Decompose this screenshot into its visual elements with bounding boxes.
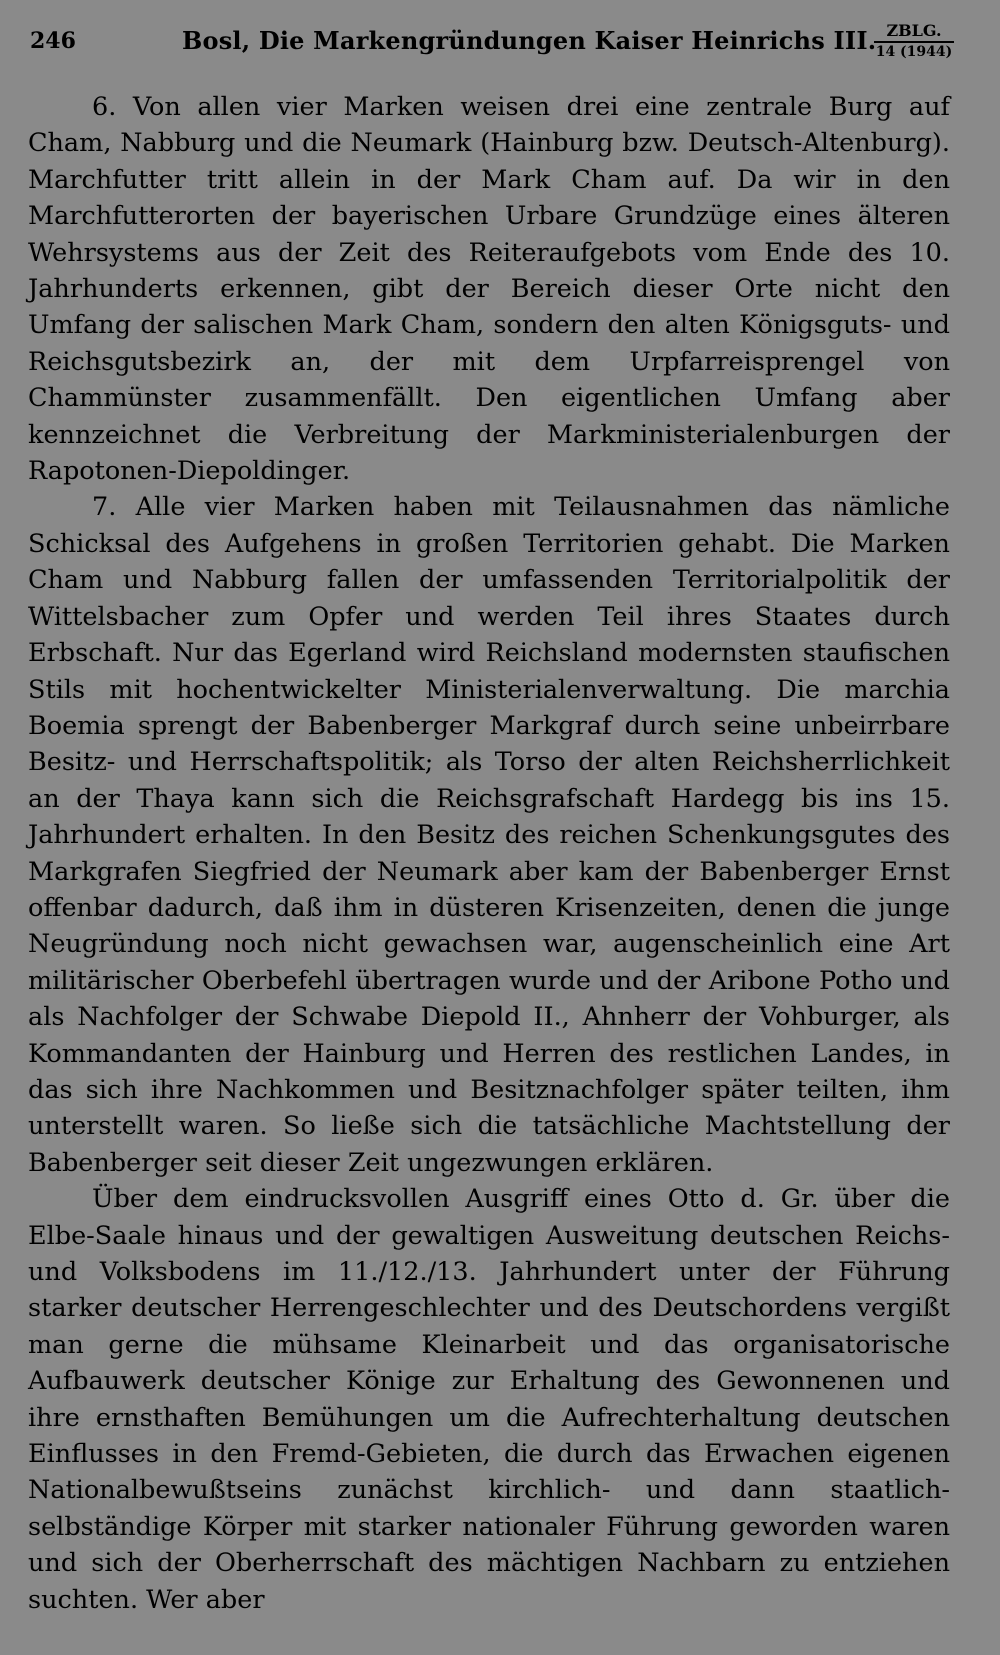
body-text	[28, 89, 950, 1618]
page-header	[30, 22, 954, 72]
paragraph-7: 7. Alle vier Marken haben mit Teilausnahmen das nämliche Schicksal des Aufgehens in großen Territorien gehabt. Die Marken Cham und Nabburg fallen der umfassenden Territorialpolitik der Wittelsbacher zum Opfer und werden Teil ihres Staates durch Erbschaft. Nur das Egerland wird Reichsland modernsten staufischen Stils mit hochentwickelter Ministerialenverwaltung. Die marchia Boemia sprengt der Babenberger Markgraf durch seine unbeirrbare Besitz- und Herrschaftspolitik; als Torso der alten Reichsherrlichkeit an der Thaya kann sich die Reichsgrafschaft Hardegg bis ins 15. Jahrhundert erhalten. In den Besitz des reichen Schenkungsgutes des Markgrafen Siegfried der Neumark aber kam der Babenberger Ernst offenbar dadurch, daß ihm in düsteren Krisenzeiten, denen die junge Neugründung noch nicht gewachsen war, augenscheinlich eine Art militärischer Oberbefehl übertragen wurde und der Aribone Potho und als Nachfolger der Schwabe Diepold II., Ahnherr der Vohburger, als Kommandanten der Hainburg und Herren des restlichen Landes, in das sich ihre Nachkommen und Besitznachfolger später teilten, ihm unterstellt waren. So ließe sich die tatsächliche Machtstellung der Babenberger seit dieser Zeit ungezwungen erklären.	[28, 492, 950, 1178]
journal-abbreviation: ZBLG.	[874, 22, 954, 43]
running-title: Bosl, Die Markengründungen Kaiser Heinrichs III.	[182, 26, 877, 55]
page-number: 246	[30, 28, 76, 54]
journal-reference	[874, 22, 954, 61]
paragraph-6: 6. Von allen vier Marken weisen drei eine zentrale Burg auf Cham, Nabburg und die Neumark (Hainburg bzw. Deutsch-Altenburg). Marchfutter tritt allein in der Mark Cham auf. Da wir in den Marchfutterorten der bayerischen Urbare Grundzüge eines älteren Wehrsystems aus der Zeit des Reiteraufgebots vom Ende des 10. Jahrhunderts erkennen, gibt der Bereich dieser Orte nicht den Umfang der salischen Mark Cham, sondern den alten Königsguts- und Reichsgutsbezirk an, der mit dem Urpfarreisprengel von Chammünster zusammenfällt. Den eigentlichen Umfang aber kennzeichnet die Verbreitung der Markministerialenburgen der Rapotonen-Diepoldinger.	[28, 92, 950, 487]
journal-volume: 14 (1944)	[875, 44, 953, 60]
paragraph-conclusion: Über dem eindrucksvollen Ausgriff eines Otto d. Gr. über die Elbe-Saale hinaus und der gewaltigen Ausweitung deutschen Reichs- und Volksbodens im 11./12./13. Jahrhundert unter der Führung starker deutscher Herrengeschlechter und des Deutschordens vergißt man gerne die mühsame Kleinarbeit und das organisatorische Aufbauwerk deutscher Könige zur Erhaltung des Gewonnenen und ihre ernsthaften Bemühungen um die Aufrechterhaltung deutschen Einflusses in den Fremd-Gebieten, die durch das Erwachen eigenen Nationalbewußtseins zunächst kirchlich- und dann staatlich-selbständige Körper mit starker nationaler Führung geworden waren und sich der Oberherrschaft des mächtigen Nachbarn zu entziehen suchten. Wer aber	[28, 1184, 950, 1615]
